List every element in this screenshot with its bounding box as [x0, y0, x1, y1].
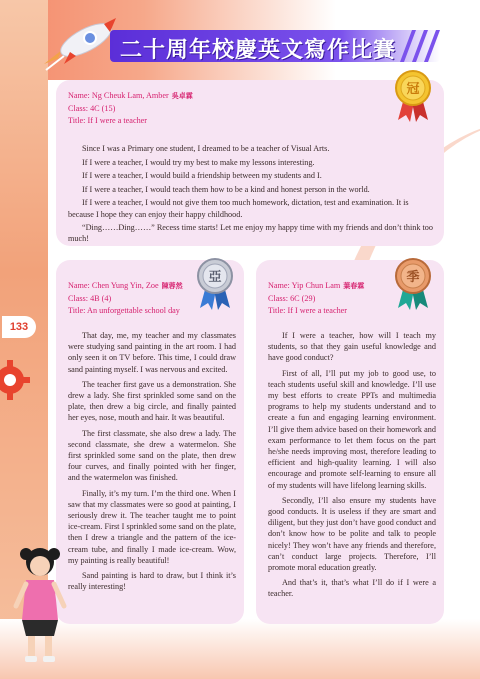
essay-paragraph: If I were a teacher, I would not give them too much homework, dictation, test and examination. It is because I hope they can enjoy their happy childhood. [68, 198, 409, 219]
student-class: Class: 6C (29) [268, 293, 316, 303]
silver-medal-icon [196, 258, 234, 310]
page-number: 133 [2, 316, 36, 338]
essay-paragraph: If I were a teacher, I would build a friendship between my students and I. [82, 171, 322, 181]
essay-paragraph: And that’s it, that’s what I’ll do if I were a teacher. [268, 578, 436, 599]
essay-paragraph: First of all, I’ll put my job to good use, to teach students useful skill and knowledge. I’ll use my best efforts to create PPTs and multimedia programs to help my students understand and to create a fun and engaging learning environment. I’ll give them advice based on their homework and exam performance to let them focus on the part he/she needs improving most, therefore leading to efficient and high-quality learning. I will also encourage and promote self-learning to ensure all of my students will have lifelong learning skills. [268, 368, 436, 490]
student-class: Class: 4C (15) [68, 103, 116, 113]
essay-body [68, 330, 236, 596]
student-class: Class: 4B (4) [68, 293, 112, 303]
essay-title: Title: An unforgettable school day [68, 306, 180, 315]
entry-meta [68, 90, 193, 128]
essay-body [268, 330, 436, 604]
essay-paragraph: “Ding……Ding……” Recess time starts! Let me enjoy my happy time with my friends and don’t think too much! [68, 223, 433, 244]
gear-icon [0, 360, 30, 400]
page-title: 二十周年校慶英文寫作比賽 [120, 38, 397, 63]
entry-meta [268, 280, 364, 318]
medal-label: 冠 [406, 82, 420, 97]
medal-label: 亞 [208, 270, 222, 285]
essay-paragraph: Finally, it’s my turn. I’m the third one. When I saw that my classmates were so good at painting, I seriously drew it. The teacher taught me to point ice-cream. First I sprinkled some sand on the plate, then I drew a triangle and the pattern of the ice-cream tube, and finally I made ice-cream. Wow, my painting is really beautiful! [68, 488, 236, 565]
essay-paragraph: If I were a teacher, I would try my best to make my lessons interesting. [82, 157, 315, 167]
essay-paragraph: The first classmate, she also drew a lady. The second classmate, she drew a watermelon. She first sprinkled some sand on the plate, then drew four curves, and finally pointed with her finger, and the watermelon was finished. [68, 428, 236, 483]
essay-paragraph: If I were a teacher, I would teach them how to be a kind and honest person in the world. [82, 184, 370, 194]
entry-meta [68, 280, 183, 318]
essay-paragraph: That day, me, my teacher and my classmates were studying sand painting in the art room. I had only seen it on TV before. This time, I could draw sand painting myself. I was nervous and excited. [68, 331, 236, 374]
gold-medal-icon [394, 70, 432, 122]
essay-paragraph: Sand painting is hard to draw, but I think it’s really interesting! [68, 571, 236, 592]
medal-label: 季 [406, 270, 420, 285]
stripe-decor-icon [394, 30, 440, 62]
essay-paragraph: Since I was a Primary one student, I dreamed to be a teacher of Visual Arts. [82, 144, 330, 153]
student-name: Name: Ng Cheuk Lam, Amber 吳卓霖 [68, 91, 193, 100]
essay-paragraph: Secondly, I’ll also ensure my students have good conducts. It is useless if they are smart and diligent, but they just don’t have good conduct and don’t know how to be polite and talk to people nicely! They won’t have any friends and therefore, can’t conduct large projects. Therefore, I’ll promote moral education greatly. [268, 495, 436, 573]
essay-body [68, 143, 434, 247]
essay-paragraph: If I were a teacher, how will I teach my students, so that they gain useful knowledge and have good conduct? [268, 331, 436, 363]
essay-title: Title: If I were a teacher [68, 116, 148, 125]
essay-title: Title: If I were a teacher [268, 306, 348, 315]
girl-illustration-icon [10, 540, 70, 670]
bottom-decor-band [0, 619, 480, 679]
essay-paragraph: The teacher first gave us a demonstration. She drew a lady. She first sprinkled some sand on the plate, then drew a big circle, and finally painted her eyes, nose, mouth and hair. It was beautiful. [68, 379, 236, 423]
bronze-medal-icon [394, 258, 432, 310]
student-name: Name: Yip Chun Lam 葉春霖 [268, 281, 365, 290]
student-name: Name: Chen Yung Yin, Zoe 陳蓉然 [68, 281, 183, 290]
